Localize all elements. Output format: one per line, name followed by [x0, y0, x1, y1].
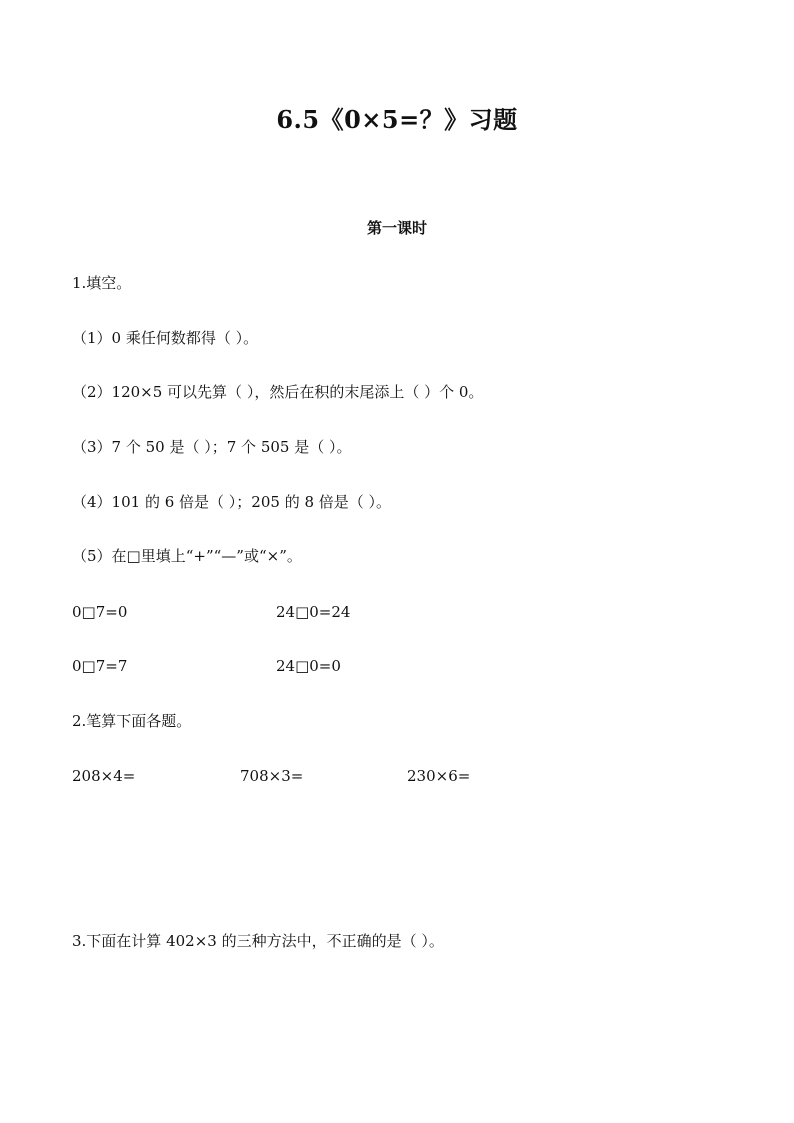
equation-row-2-left: 0□7=7 — [72, 657, 128, 675]
question-3-heading: 3.下面在计算 402×3 的三种方法中，不正确的是（ ）。 — [72, 932, 444, 950]
page-subtitle: 第一课时 — [366, 219, 427, 237]
question-1-item-2: （2）120×5 可以先算（ ），然后在积的末尾添上（ ）个 0。 — [72, 383, 484, 401]
question-1-heading: 1.填空。 — [72, 274, 132, 292]
question-1-item-1: （1）0 乘任何数都得（ ）。 — [72, 329, 259, 347]
question-1-item-4: （4）101 的 6 倍是（ ）；205 的 8 倍是（ ）。 — [72, 493, 392, 511]
question-1-item-5: （5）在□里填上“+”“—”或“×”。 — [72, 547, 302, 565]
written-calculation-1: 208×4= — [72, 767, 136, 785]
written-calculation-3: 230×6= — [407, 767, 471, 785]
equation-row-1-right: 24□0=24 — [276, 603, 351, 621]
written-calculation-2: 708×3= — [240, 767, 304, 785]
page-title: 6.5《0×5=？》习题 — [276, 105, 518, 134]
equation-row-2-right: 24□0=0 — [276, 657, 341, 675]
equation-row-1-left: 0□7=0 — [72, 603, 128, 621]
question-1-item-3: （3）7 个 50 是（ ）；7 个 505 是（ ）。 — [72, 438, 352, 456]
question-2-heading: 2.笔算下面各题。 — [72, 712, 192, 730]
